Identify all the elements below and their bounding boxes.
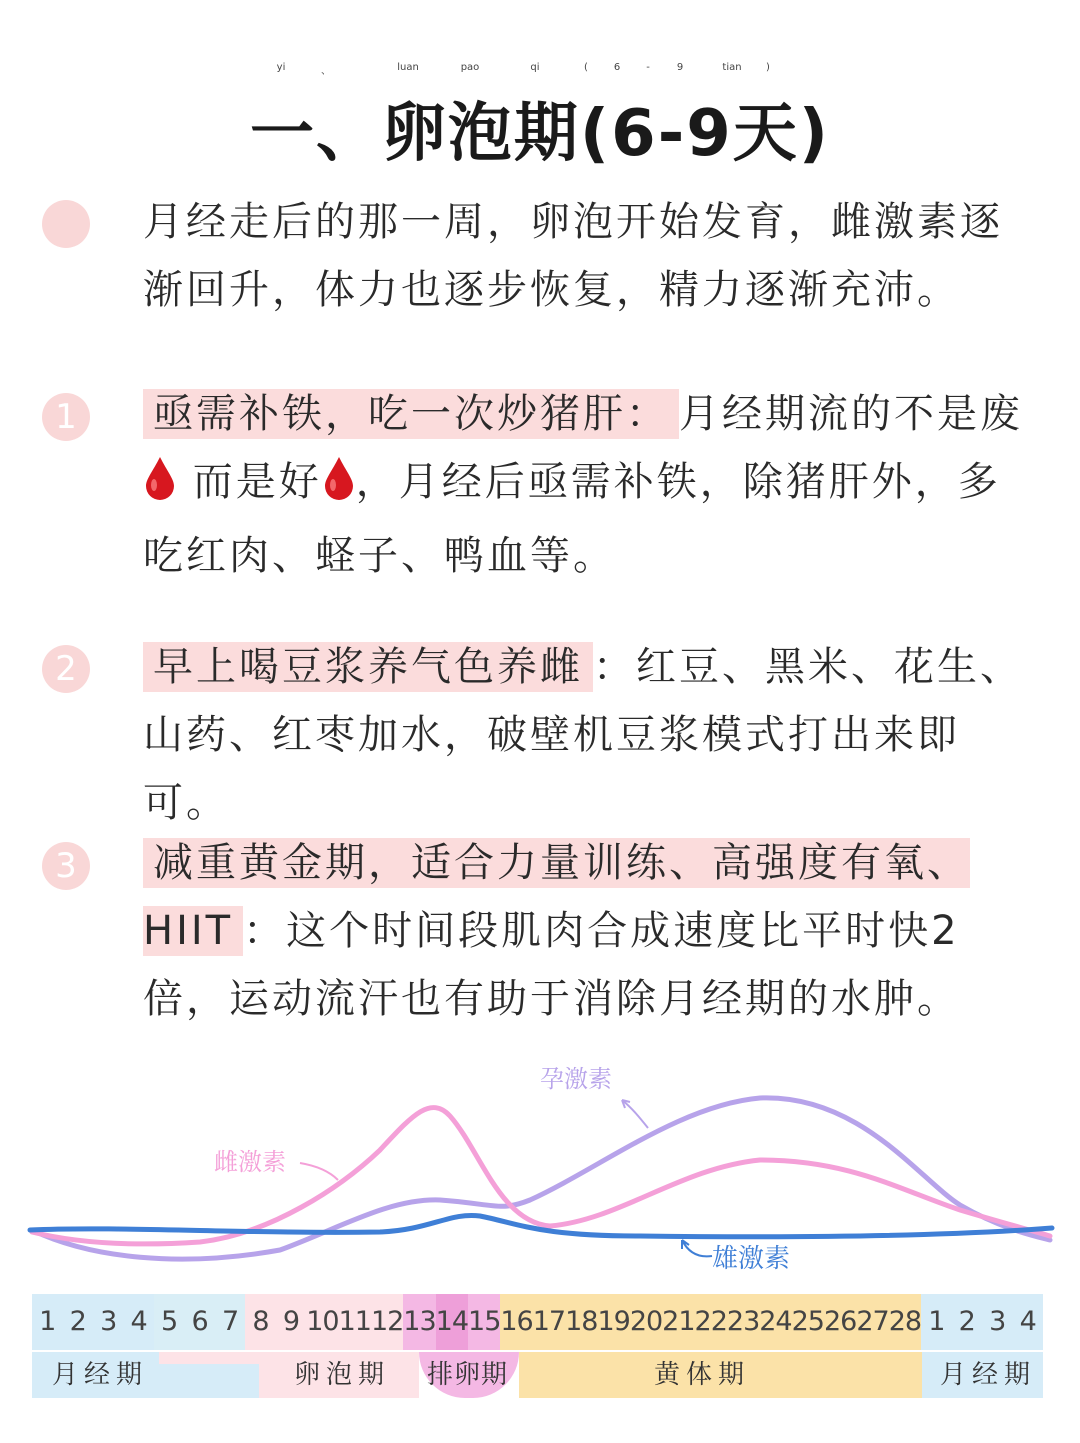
- pinyin-syllable: luan: [397, 62, 419, 73]
- androgen-pointer: [682, 1240, 712, 1256]
- day-cell: 21: [662, 1294, 694, 1350]
- phase-bar: [32, 1352, 1043, 1398]
- item-highlight: 早上喝豆浆养气色养雌: [143, 642, 593, 692]
- day-cell: 27: [856, 1294, 888, 1350]
- estrogen-pointer: [300, 1163, 338, 1180]
- day-cell: 3: [93, 1294, 123, 1350]
- day-cell: 23: [727, 1294, 759, 1350]
- item-text: 而是好: [192, 459, 322, 505]
- day-timeline: [32, 1294, 1043, 1350]
- day-cell: 22: [695, 1294, 727, 1350]
- pinyin-syllable: yi: [276, 62, 286, 73]
- phase-menstrual: 月经期: [32, 1352, 259, 1398]
- estrogen-label: 雌激素: [214, 1148, 286, 1176]
- day-cell: 16: [500, 1294, 532, 1350]
- pinyin-syllable: 6: [613, 62, 621, 73]
- day-cell: 20: [630, 1294, 662, 1350]
- day-cell: 13: [403, 1294, 435, 1350]
- item-number-badge: 2: [42, 645, 90, 693]
- day-cell: 28: [889, 1294, 921, 1350]
- phase-luteal: 黄体期: [519, 1352, 922, 1398]
- day-cell: 2: [952, 1294, 982, 1350]
- bullet-dot: [42, 200, 90, 248]
- day-cell: 7: [215, 1294, 245, 1350]
- intro-paragraph: 月经走后的那一周，卵泡开始发育，雌激素逐渐回升，体力也逐步恢复，精力逐渐充沛。: [143, 199, 1003, 313]
- pinyin-syllable: pao: [460, 62, 480, 73]
- pinyin-syllable: (: [584, 62, 588, 73]
- day-cell: 14: [436, 1294, 468, 1350]
- androgen-label: 雄激素: [712, 1244, 791, 1274]
- page-title: 一、卵泡期(6-9天): [249, 97, 831, 171]
- pinyin-syllable: 、: [321, 66, 331, 77]
- day-cell: 1: [921, 1294, 951, 1350]
- pinyin-syllable: ): [766, 62, 770, 73]
- blood-drop-icon: [322, 454, 356, 522]
- pinyin-syllable: tian: [722, 62, 742, 73]
- phase-follicular-overlap: [159, 1352, 259, 1364]
- day-cell: 12: [371, 1294, 403, 1350]
- day-cell: 6: [184, 1294, 214, 1350]
- day-cell: 24: [759, 1294, 791, 1350]
- item-text: 月经期流的不是废: [679, 391, 1023, 437]
- phase-follicular: 卵泡期: [259, 1352, 419, 1398]
- day-cell: 2: [62, 1294, 92, 1350]
- item-number-badge: 3: [42, 842, 90, 890]
- pinyin-syllable: 9: [676, 62, 684, 73]
- day-cell: 26: [824, 1294, 856, 1350]
- day-cell: 4: [1012, 1294, 1042, 1350]
- item-paragraph-1: [143, 380, 1033, 590]
- item-paragraph-2: [143, 633, 1033, 837]
- day-cell: 25: [792, 1294, 824, 1350]
- day-cell: 19: [597, 1294, 629, 1350]
- day-cell: 15: [468, 1294, 500, 1350]
- day-cell: 8: [245, 1294, 275, 1350]
- item-paragraph-3: [143, 829, 1033, 1033]
- day-cell: 1: [32, 1294, 62, 1350]
- item-highlight: 亟需补铁，吃一次炒猪肝：: [143, 389, 679, 439]
- day-cell: 4: [123, 1294, 153, 1350]
- title-pinyin: [0, 62, 1080, 78]
- day-cell: 17: [533, 1294, 565, 1350]
- item-text: ：这个时间段肌肉合成速度比平时快2倍，运动流汗也有助于消除月经期的水肿。: [143, 908, 960, 1022]
- day-cell: 18: [565, 1294, 597, 1350]
- phase-ovulation: 排卵期: [419, 1352, 519, 1398]
- estrogen-line: [32, 1107, 1050, 1243]
- item-text: ：红豆、黑米、花生、山药、红枣加水，破壁机豆浆模式打出来即可。: [143, 644, 1023, 826]
- day-cell: 3: [982, 1294, 1012, 1350]
- blood-drop-icon: [143, 454, 177, 522]
- pinyin-syllable: qi: [530, 62, 540, 73]
- item-number-badge: 1: [42, 393, 90, 441]
- hormone-chart: [0, 1050, 1080, 1290]
- day-cell: 5: [154, 1294, 184, 1350]
- day-cell: 11: [339, 1294, 371, 1350]
- item-text: ，月经后亟需补铁，除猪肝外，多吃红肉、蛏子、鸭血等。: [143, 459, 1001, 579]
- day-cell: 9: [276, 1294, 306, 1350]
- progesterone-pointer: [622, 1100, 648, 1128]
- progesterone-label: 孕激素: [540, 1065, 612, 1093]
- phase-menstrual-next: 月经期: [922, 1352, 1043, 1398]
- item-highlight: 减重黄金期，适合力量训练、高强度有氧、HIIT: [143, 840, 970, 954]
- day-cell: 10: [306, 1294, 338, 1350]
- pinyin-syllable: -: [646, 62, 650, 73]
